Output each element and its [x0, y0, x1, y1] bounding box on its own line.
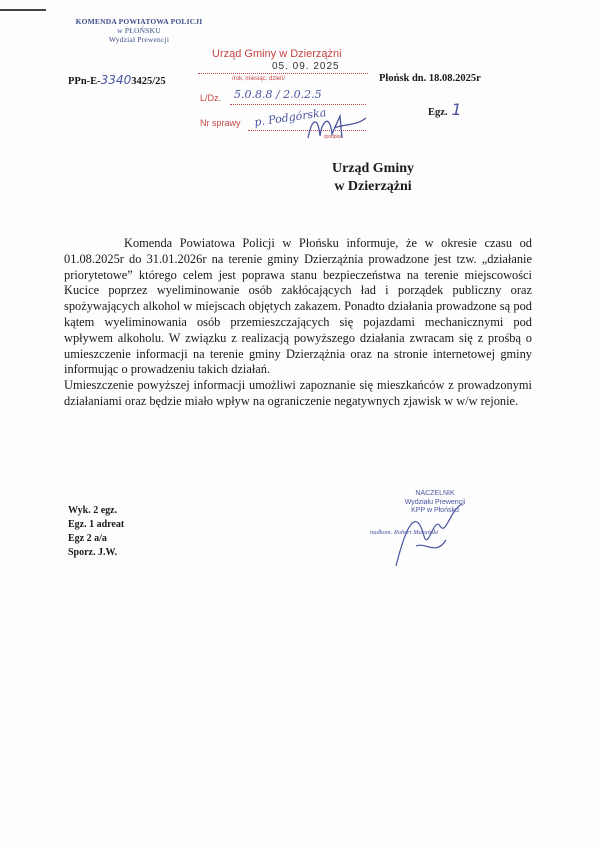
copy-number	[428, 100, 462, 119]
signature-unit: KPP w Płońsku	[411, 507, 459, 514]
police-header-stamp	[64, 17, 214, 44]
reference-number	[68, 73, 166, 87]
stamp-divider	[198, 73, 368, 74]
stamp-ldz-value: 5.0.8.8 / 2.0.2.5	[234, 88, 322, 101]
org-name: KOMENDA POWIATOWA POLICJI	[75, 17, 203, 26]
stamp-date-caption: /rok, miesiąc, dzień/	[232, 76, 286, 82]
letter-body	[64, 236, 532, 410]
copy-handwritten: 1	[451, 100, 462, 119]
org-city: w PŁOŃSKU	[117, 26, 161, 35]
stamp-date: 05. 09. 2025	[272, 61, 340, 72]
recipient-line1: Urząd Gminy	[331, 161, 415, 176]
footer-line: Wyk. 2 egz.	[68, 505, 118, 516]
stamp-podpis: /podpis/	[324, 134, 342, 140]
stamp-title: Urząd Gminy w Dzierzążni	[212, 48, 342, 60]
footer-line: Egz. 1 adreat	[68, 519, 125, 530]
stamp-nr-label: Nr sprawy	[200, 118, 241, 128]
org-department: Wydział Prewencji	[108, 35, 170, 44]
top-edge-line	[0, 9, 46, 11]
stamp-signature	[300, 108, 370, 148]
recipient-address	[325, 160, 421, 196]
signatory-name: nadkom. Robert Murański	[370, 529, 439, 536]
handwritten-signature	[376, 496, 476, 576]
body-paragraph: Komenda Powiatowa Policji w Płońsku informuje, że w okresie czasu od 01.08.2025r do 31.01.2026r na terenie gminy Dzierzążnia prowadzone jest tzw. „działanie priorytetowe” którego celem jest poprawa stanu bezpieczeństwa na terenie miejscowości Kucice poprzez wyeliminowanie osób zakłócających ład i porządek publiczny oraz spożywających alkohol w miejscach objętych zakazem. Ponadto działania prowadzone są pod kątem wyeliminowania osób przemieszczających się pojazdami mechanicznymi pod wpływem alkoholu. W związku z realizacją powyższego działania zwracam się z prośbą o umieszczenie informacji na terenie gminy Dzierzążnia oraz na stronie internetowej gminy informując o prowadzeniu takich działań.	[64, 236, 532, 377]
body-paragraph: Umieszczenie powyższej informacji umożliwi zapoznanie się mieszkańców z prowadzonymi działaniami oraz będzie miało wpływ na ograniczenie negatywnych zjawisk w w/w rejonie.	[64, 378, 532, 408]
place-date: Płońsk dn. 18.08.2025r	[379, 73, 481, 84]
stamp-divider	[230, 104, 366, 105]
stamp-ldz-label: L/Dz.	[200, 93, 222, 103]
footer-notes	[68, 504, 124, 560]
signature-title: NACZELNIK	[415, 490, 455, 497]
ref-handwritten: 3340	[100, 73, 132, 87]
stamp-nr-value: p. Podgórska	[253, 106, 328, 129]
footer-line: Egz 2 a/a	[68, 533, 107, 544]
footer-line: Sporz. J.W.	[68, 547, 118, 558]
copy-label: Egz.	[428, 107, 448, 118]
signature-department: Wydziału Prewencji	[404, 498, 466, 506]
ref-suffix: 3425/25	[131, 76, 166, 87]
recipient-line2: w Dzierzążni	[334, 179, 412, 194]
ref-prefix: PPn-E-	[68, 76, 101, 87]
